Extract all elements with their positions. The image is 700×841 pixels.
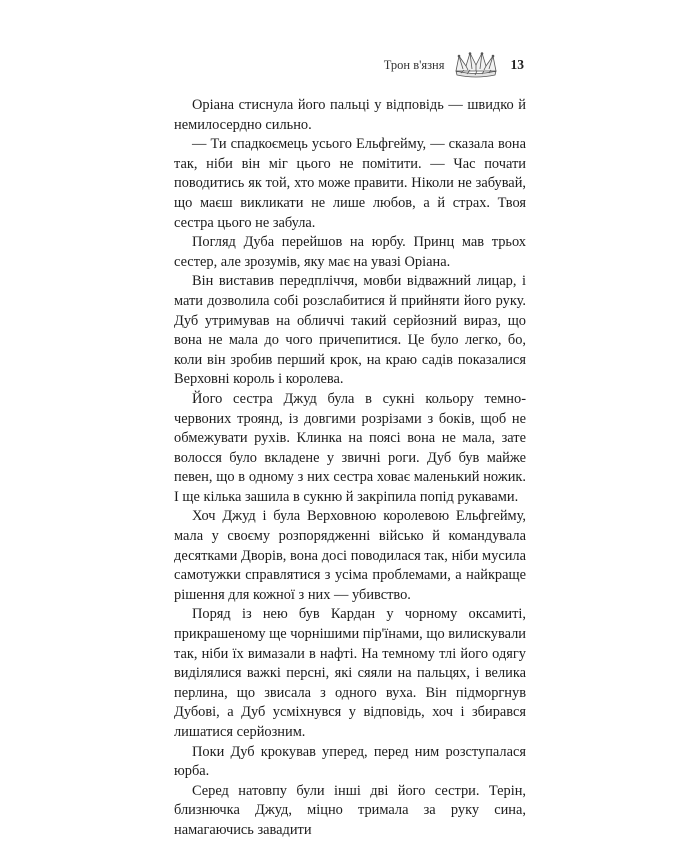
paragraph: Серед натовпу були інші дві його сестри. Терін, близнючка Джуд, міцно тримала за руку сина, намагаючись завадити	[174, 782, 526, 838]
paragraph: Хоч Джуд і була Верховною королевою Ельфгейму, мала у своєму розпорядженні військо й командувала десятками Дворів, вона досі поводилася так, ніби мусила самотужки справлятися з усіма проблемами, а найкраще рішення для кожної з них — убивство.	[174, 508, 526, 603]
paragraph: Оріана стиснула його пальці у відповідь — швидко й немилосердно сильно.	[174, 97, 526, 133]
paragraph: Поряд із нею був Кардан у чорному оксамиті, прикрашеному ще чорнішими пір'їнами, що вилискували так, ніби їх вимазали в нафті. На темному тлі його одягу виділялися важкі персні, які сяяли на пальцях, і велика перлина, що звисала з одного вуха. Він підморгнув Дубові, а Дуб усміхнувся у відповідь, хоч і збирався лишатися серйозним.	[174, 606, 526, 740]
body-text	[174, 96, 526, 841]
paragraph: Поки Дуб крокував уперед, перед ним розступалася юрба.	[174, 743, 526, 780]
paragraph: Він виставив передпліччя, мовби відважний лицар, і мати дозволила собі розслабитися й прийняти його руку. Дуб утримував на обличчі такий серйозний вираз, що вона не мала до чого причепитися. Це було легко, бо, коли він зробив перший крок, на краю садів показалися Верховні король і королева.	[174, 273, 526, 388]
crown-icon	[453, 52, 499, 78]
page-number: 13	[510, 57, 524, 72]
paragraph: Погляд Дуба перейшов на юрбу. Принц мав трьох сестер, але зрозумів, яку має на увазі Оріана.	[174, 234, 526, 270]
running-header	[384, 50, 524, 80]
running-title: Трон в'язня	[383, 57, 445, 72]
paragraph: — Ти спадкоємець усього Ельфгейму, — сказала вона так, ніби він міг цього не помітити. — Час почати поводитись як той, хто може правити. Ніколи не забувай, що маєш викликати не лише любов, а й страх. Твоя сестра цього не забула.	[174, 136, 526, 231]
paragraph: Його сестра Джуд була в сукні кольору темно-червоних троянд, із довгими розрізами з боків, щоб не обмежувати рухів. Клинка на поясі вона не мала, зате волосся було вкладене у звичні роги. Дуб був майже певен, що в одному з них сестра ховає маленький ножик. І ще кілька зашила в сукню й закріпила попід рукавами.	[174, 390, 526, 505]
